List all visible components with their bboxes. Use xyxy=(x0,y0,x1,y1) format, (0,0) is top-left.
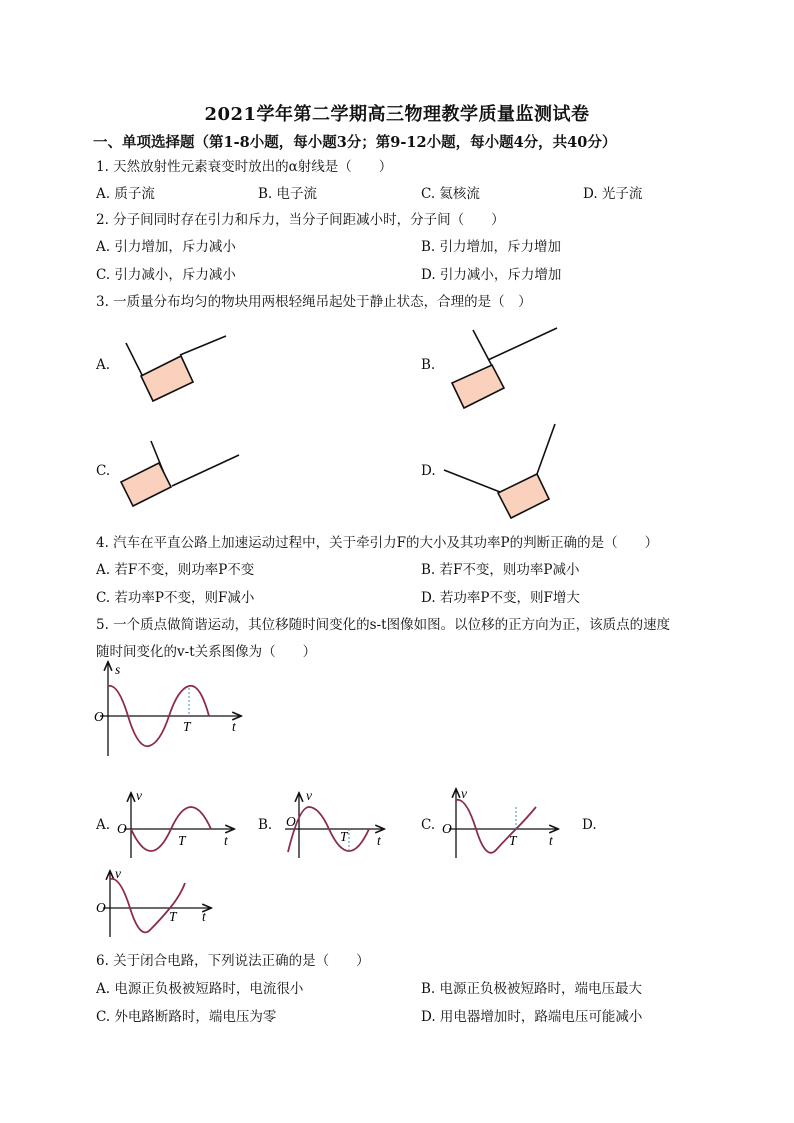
v-curve xyxy=(110,879,185,933)
period-label: T xyxy=(169,909,177,924)
question-6-stem: 6. 关于闭合电路，下列说法正确的是（ ） xyxy=(96,953,370,969)
q6-option-d: D. 用电器增加时，路端电压可能减小 xyxy=(421,1009,643,1025)
rope-right xyxy=(488,328,557,360)
q2-option-b: B. 引力增加，斥力增加 xyxy=(421,239,562,255)
q1-option-b: B. 电子流 xyxy=(258,186,318,202)
v-t-graph-d xyxy=(96,866,210,937)
question-4-stem: 4. 汽车在平直公路上加速运动过程中，关于牵引力F的大小及其功率P的判断正确的是（ ） xyxy=(96,535,659,551)
s-curve xyxy=(108,686,209,747)
q3-figure-d xyxy=(444,424,555,518)
t-label: t xyxy=(549,833,553,848)
q2-option-c: C. 引力减小，斥力减小 xyxy=(96,267,236,283)
q6-option-c: C. 外电路断路时，端电压为零 xyxy=(96,1009,277,1025)
t-label: t xyxy=(202,909,206,924)
v-t-graph-b xyxy=(285,788,383,858)
q6-option-a: A. 电源正负极被短路时，电流很小 xyxy=(96,981,304,997)
q4-option-b: B. 若F不变，则功率P减小 xyxy=(421,562,580,578)
block xyxy=(141,356,193,401)
v-label: v xyxy=(461,786,467,801)
q3-option-b: B. xyxy=(421,357,436,373)
q3-figure-c xyxy=(121,441,239,506)
rope-right xyxy=(180,336,226,355)
question-2-stem: 2. 分子间同时存在引力和斥力，当分子间距减小时，分子间（ ） xyxy=(96,212,505,228)
origin-label: O xyxy=(286,814,296,829)
block xyxy=(121,463,171,506)
q1-option-d: D. 光子流 xyxy=(583,186,643,202)
period-label: T xyxy=(509,833,517,848)
origin-label: O xyxy=(117,821,127,836)
origin-label: O xyxy=(94,709,104,724)
q2-option-d: D. 引力减小，斥力增加 xyxy=(421,267,562,283)
q5-option-b: B. xyxy=(258,817,273,833)
page-title: 2021学年第二学期高三物理教学质量监测试卷 xyxy=(204,104,590,125)
rope-right xyxy=(172,455,239,486)
block xyxy=(452,365,504,408)
rope-right xyxy=(537,424,555,474)
v-t-graph-a xyxy=(117,788,233,858)
q5-option-a: A. xyxy=(96,817,111,833)
s-label: s xyxy=(115,662,121,677)
t-label: t xyxy=(232,719,236,734)
v-t-graph-c xyxy=(442,786,557,858)
v-curve xyxy=(456,800,536,853)
q4-option-a: A. 若F不变，则功率P不变 xyxy=(96,562,255,578)
q3-figure-a xyxy=(126,336,226,401)
section-header: 一、单项选择题（第1-8小题，每小题3分；第9-12小题，每小题4分，共40分） xyxy=(93,134,617,151)
v-label: v xyxy=(136,788,142,803)
t-label: t xyxy=(377,833,381,848)
q2-option-a: A. 引力增加，斥力减小 xyxy=(96,239,236,255)
q4-option-d: D. 若功率P不变，则F增大 xyxy=(421,590,580,606)
v-label: v xyxy=(115,866,121,881)
s-t-graph xyxy=(94,662,240,756)
question-5-stem-line1: 5. 一个质点做简谐运动，其位移随时间变化的s-t图像如图。以位移的正方向为正，该质点的速度 xyxy=(96,617,671,633)
question-3-stem: 3. 一质量分布均匀的物块用两根轻绳吊起处于静止状态，合理的是（ ） xyxy=(96,294,532,310)
origin-label: O xyxy=(96,900,106,915)
q3-option-d: D. xyxy=(421,463,436,479)
q3-option-c: C. xyxy=(96,463,111,479)
q5-option-c: C. xyxy=(421,817,436,833)
period-label: T xyxy=(340,829,348,844)
question-5-stem-line2: 随时间变化的v-t关系图像为（ ） xyxy=(96,644,317,660)
period-label: T xyxy=(183,719,191,734)
q6-option-b: B. 电源正负极被短路时，端电压最大 xyxy=(421,981,643,997)
rope-left xyxy=(444,470,500,492)
t-label: t xyxy=(224,833,228,848)
q1-option-a: A. 质子流 xyxy=(96,186,155,202)
q3-option-a: A. xyxy=(96,357,111,373)
v-curve xyxy=(288,807,369,852)
rope-left xyxy=(126,343,143,377)
q1-option-c: C. 氦核流 xyxy=(421,186,480,202)
v-label: v xyxy=(306,788,312,803)
origin-label: O xyxy=(442,821,452,836)
block xyxy=(498,474,549,518)
rope-left xyxy=(473,330,492,366)
q4-option-c: C. 若功率P不变，则F减小 xyxy=(96,590,255,606)
v-curve xyxy=(131,807,211,851)
period-label: T xyxy=(178,833,186,848)
q3-figure-b xyxy=(452,328,557,408)
rope-left xyxy=(151,441,170,488)
q5-option-d: D. xyxy=(582,817,597,833)
question-1-stem: 1. 天然放射性元素衰变时放出的α射线是（ ） xyxy=(96,159,393,175)
